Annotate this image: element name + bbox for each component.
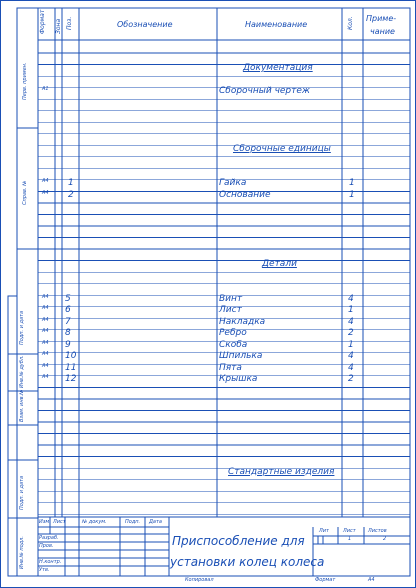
side-podp-data-2: Подп. и дата bbox=[19, 475, 25, 510]
detail-row-format: А4 bbox=[42, 339, 49, 346]
side-podp-data-1: Подп. и дата bbox=[19, 310, 25, 345]
side-inv-dubl: Инв.№ дубл. bbox=[19, 355, 25, 388]
tb-razrab: Разраб. bbox=[39, 535, 59, 541]
tb-n-kontr: Н.контр. bbox=[39, 559, 62, 565]
header-note-2: чание bbox=[370, 27, 395, 36]
side-vzam-inv: Взам. инв.№ bbox=[19, 389, 25, 422]
side-inv-podl: Инв.№ подл. bbox=[19, 536, 25, 569]
detail-row-qty: 4 bbox=[348, 316, 354, 327]
detail-row-name: Лист bbox=[219, 305, 242, 316]
document-title-line2: установки колец колеса bbox=[170, 555, 325, 569]
detail-row-pos: 7 bbox=[65, 316, 71, 327]
tb-lit: Лит bbox=[319, 528, 329, 534]
tb-listov: Листов bbox=[368, 528, 387, 534]
detail-row-pos: 12 bbox=[65, 374, 77, 385]
side-stamp-column bbox=[8, 296, 17, 576]
header-designation: Обозначение bbox=[117, 20, 173, 29]
detail-row-format: А4 bbox=[42, 374, 49, 381]
tb-podp: Подп. bbox=[125, 519, 141, 525]
detail-row-name: Накладка bbox=[219, 316, 266, 327]
doc-row-name: Сборочный чертеж bbox=[219, 86, 311, 97]
side-sprav-no: Справ. № bbox=[22, 180, 28, 205]
assembly-row-name: Основание bbox=[219, 189, 271, 200]
detail-row-name: Скоба bbox=[219, 339, 248, 350]
assembly-row-format: А4 bbox=[42, 178, 49, 185]
tb-list: Лист bbox=[53, 519, 66, 525]
assembly-row-name: Гайка bbox=[219, 178, 247, 189]
detail-row-name: Крышка bbox=[219, 374, 258, 385]
assembly-row-pos: 2 bbox=[68, 189, 74, 200]
assembly-row-pos: 1 bbox=[68, 178, 74, 189]
tb-utv: Утв. bbox=[39, 567, 50, 573]
detail-row-format: А4 bbox=[42, 328, 49, 335]
tb-izm: Изм. bbox=[39, 519, 51, 525]
detail-row-pos: 9 bbox=[65, 339, 71, 350]
assembly-row-qty: 1 bbox=[349, 189, 355, 200]
doc-row-format: А1 bbox=[42, 86, 49, 93]
tb-n-dokum: № докум. bbox=[82, 519, 107, 525]
assembly-row-qty: 1 bbox=[349, 178, 355, 189]
detail-row-qty: 1 bbox=[348, 339, 354, 350]
detail-row-qty: 1 bbox=[348, 305, 354, 316]
detail-row-pos: 10 bbox=[65, 351, 77, 362]
header-format: Формат bbox=[39, 9, 46, 34]
tb-listov-value: 2 bbox=[383, 536, 387, 542]
detail-row-format: А4 bbox=[42, 362, 49, 369]
header-note-1: Приме- bbox=[366, 14, 397, 23]
tb-prov: Пров. bbox=[39, 543, 54, 549]
tb-list-value: 1 bbox=[348, 536, 352, 542]
detail-row-pos: 8 bbox=[65, 328, 71, 339]
document-title-line1: Приспособление для bbox=[172, 534, 305, 548]
detail-row-name: Ребро bbox=[219, 328, 247, 339]
section-documentation: Документация bbox=[243, 63, 313, 74]
detail-row-qty: 2 bbox=[348, 374, 354, 385]
header-pos: Поз. bbox=[66, 16, 73, 30]
side-perv-primen: Перв. примен. bbox=[22, 62, 28, 100]
detail-row-qty: 2 bbox=[348, 328, 354, 339]
detail-row-format: А4 bbox=[42, 305, 49, 312]
header-zone: Зона bbox=[55, 18, 62, 34]
section-standard: Стандартные изделия bbox=[228, 466, 335, 477]
footer-format-value: А4 bbox=[368, 577, 375, 583]
detail-row-pos: 6 bbox=[65, 305, 71, 316]
detail-row-pos: 5 bbox=[65, 293, 71, 304]
tb-data: Дата bbox=[149, 519, 162, 525]
assembly-row-format: А4 bbox=[42, 189, 49, 196]
detail-row-qty: 4 bbox=[348, 351, 354, 362]
detail-row-format: А4 bbox=[42, 351, 49, 358]
section-assembly-units: Сборочные единицы bbox=[233, 143, 331, 154]
detail-row-name: Пята bbox=[219, 362, 242, 373]
detail-row-pos: 11 bbox=[65, 362, 77, 373]
footer-copied: Копировал bbox=[185, 577, 214, 583]
header-qty: Кол. bbox=[347, 16, 354, 30]
header-name: Наименование bbox=[245, 20, 308, 29]
detail-row-qty: 4 bbox=[348, 362, 354, 373]
detail-row-name: Шпилька bbox=[219, 351, 263, 362]
detail-row-format: А4 bbox=[42, 293, 49, 300]
detail-row-format: А4 bbox=[42, 316, 49, 323]
footer-format-label: Формат bbox=[315, 577, 336, 583]
detail-row-name: Винт bbox=[219, 293, 243, 304]
tb-list-label: Лист bbox=[343, 528, 356, 534]
section-details: Детали bbox=[262, 259, 297, 270]
detail-row-qty: 4 bbox=[348, 293, 354, 304]
